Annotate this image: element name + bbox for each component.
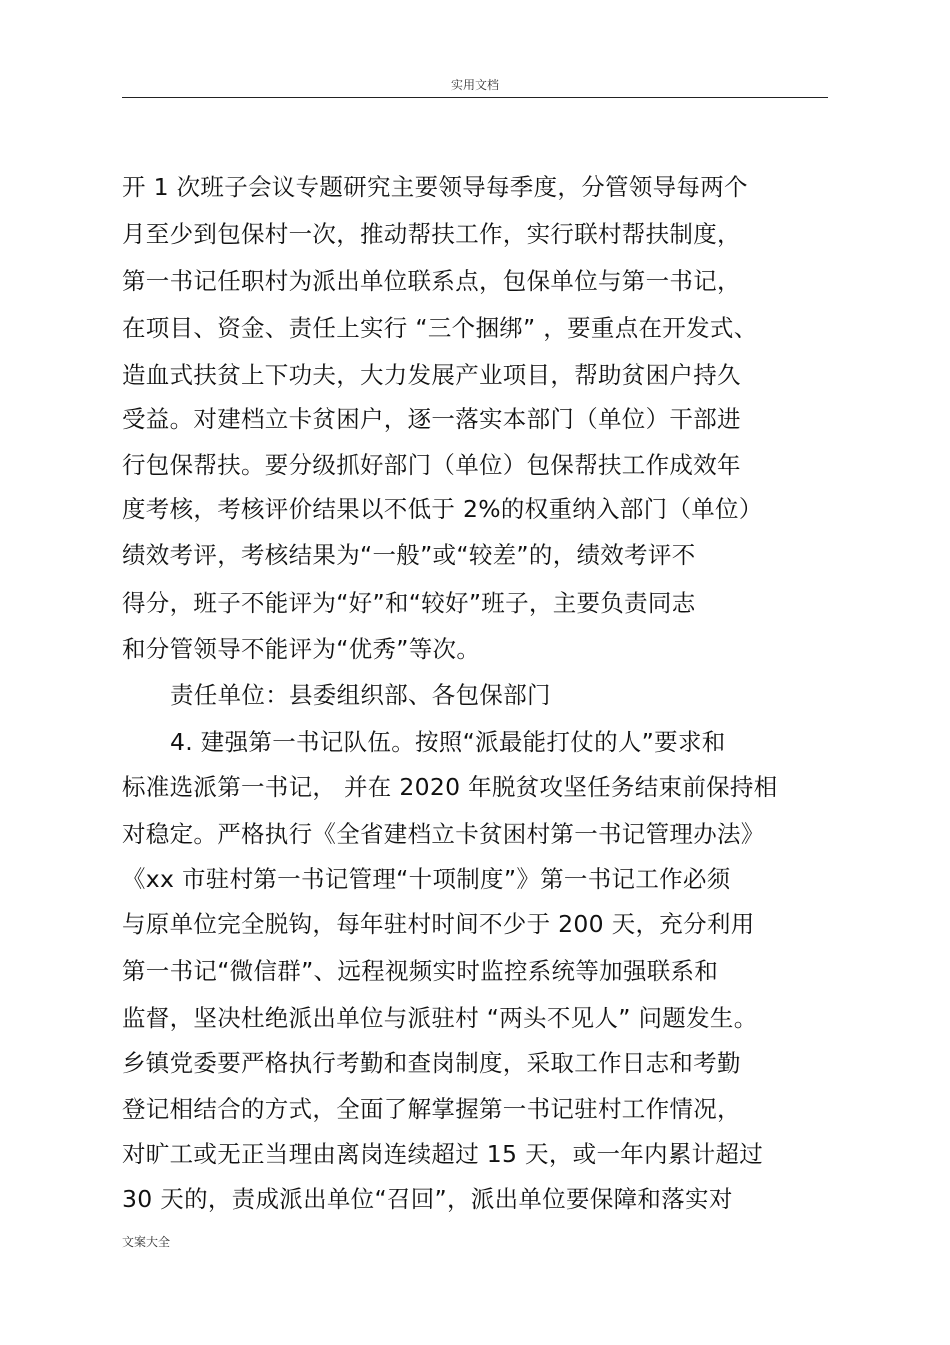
body-line: 月至少到包保村一次，推动帮扶工作，实行联村帮扶制度， [122, 220, 741, 248]
section-heading-line: 4. 建强第一书记队伍。按照“派最能打仗的人”要求和 [170, 728, 726, 756]
body-line: 开 1 次班子会议专题研究主要领导每季度，分管领导每两个 [122, 173, 748, 201]
page-header: 实用文档 [450, 78, 499, 92]
body-line: 度考核，考核评价结果以不低于 2%的权重纳入部门（单位） [122, 495, 763, 523]
body-line: 标准选派第一书记， 并在 2020 年脱贫攻坚任务结束前保持相 [122, 773, 778, 801]
responsible-unit-line: 责任单位：县委组织部、各包保部门 [170, 681, 551, 709]
body-line: 登记相结合的方式，全面了解掌握第一书记驻村工作情况， [122, 1095, 741, 1123]
body-line: 行包保帮扶。要分级抓好部门（单位）包保帮扶工作成效年 [122, 451, 741, 479]
body-line: 在项目、资金、责任上实行 “三个捆绑” ，要重点在开发式、 [122, 314, 758, 342]
body-line: 乡镇党委要严格执行考勤和查岗制度，采取工作日志和考勤 [122, 1049, 741, 1077]
body-line: 和分管领导不能评为“优秀”等次。 [122, 635, 481, 663]
body-line: 监督，坚决杜绝派出单位与派驻村 “两头不见人” 问题发生。 [122, 1004, 758, 1032]
body-line: 得分，班子不能评为“好”和“较好”班子，主要负责同志 [122, 589, 696, 617]
body-line: 造血式扶贫上下功夫，大力发展产业项目，帮助贫困户持久 [122, 361, 741, 389]
body-line: 第一书记任职村为派出单位联系点，包保单位与第一书记， [122, 267, 741, 295]
body-line: 与原单位完全脱钩，每年驻村时间不少于 200 天，充分利用 [122, 910, 755, 938]
body-line: 受益。对建档立卡贫困户，逐一落实本部门（单位）干部进 [122, 405, 741, 433]
body-line: 《xx 市驻村第一书记管理“十项制度”》第一书记工作必须 [122, 865, 731, 893]
body-line: 第一书记“微信群”、远程视频实时监控系统等加强联系和 [122, 957, 719, 985]
body-line: 对旷工或无正当理由离岗连续超过 15 天，或一年内累计超过 [122, 1140, 764, 1168]
header-divider [122, 97, 828, 98]
body-line: 绩效考评，考核结果为“一般”或“较差”的，绩效考评不 [122, 541, 696, 569]
body-line: 30 天的，责成派出单位“召回”，派出单位要保障和落实对 [122, 1185, 733, 1213]
body-line: 对稳定。严格执行《全省建档立卡贫困村第一书记管理办法》 [122, 820, 765, 848]
page-footer: 文案大全 [122, 1235, 171, 1249]
